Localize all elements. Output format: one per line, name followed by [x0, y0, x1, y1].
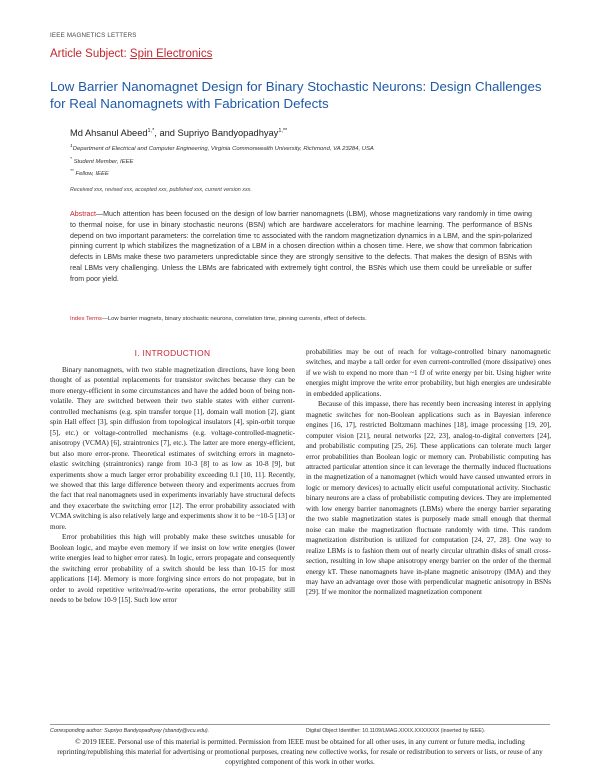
copyright-notice: © 2019 IEEE. Personal use of this material is permitted. Permission from IEEE must be obtained for all other uses, in any current or future media, including reprinting/republishing this material for advertising or promotional purposes, creating new collective works, for resale or redistribution to servers or lists, or reuse of any copyrighted component of this work in other works.: [57, 738, 543, 767]
article-subject-prefix: Article Subject:: [50, 48, 130, 60]
paper-title: Low Barrier Nanomagnet Design for Binary Stochastic Neurons: Design Challenges for Real Nanomagnets with Fabrication Defects: [50, 79, 542, 111]
author-line: [70, 128, 287, 138]
affiliation-1-text: Department of Electrical and Computer Engineering, Virginia Commonwealth University, Richmond, VA 23284, USA: [72, 145, 374, 152]
author-2-mark: 1,**: [278, 128, 288, 134]
article-subject-link[interactable]: Spin Electronics: [129, 48, 213, 60]
index-terms-label: Index Terms: [70, 316, 102, 322]
affiliation-3: [70, 169, 109, 177]
abstract-text: —Much attention has been focused on the design of low barrier nanomagnets (LBM), whose magnetizations vary randomly in time owing to thermal noise, for use in binary stochastic neurons (BSN) which are hardware accelerators for machine learning. The performance of BSNs depend on two important parameters: the correlation time τc associated with the random magnetization dynamics in a LBM, and the spin-polarized pinning current Ip which stabilizes the magnetization of a LBM in a chosen direction within a chosen time. Here, we show that common fabrication defects in LBMs make these two parameters unpredictable since they are strongly sensitive to the defects. That makes the design of BSNs with real LBMs very challenging. Unless the LBMs are fabricated with extremely tight control, the BSNs which use them could be unreliable or suffer from poor yield.: [70, 210, 532, 283]
doi: Digital Object Identifier: 10.1109/LMAG.XXXX.XXXXXXX (inserted by IEEE).: [306, 728, 486, 734]
paragraph: Error probabilities this high will probably make these switches unusable for Boolean logic, and maybe even memory if we insist on low write energies (lower write energies lead to higher error rates). In logic, errors propagate and consequently the switching error probability of a switch should be less than 10-15 for most applications [14]. Memory is more forgiving since errors do not propagate, but in order to avoid repetitive write/read/re-write operations, the error probability still needs to be below 10-9 [15]. Such low error: [50, 533, 295, 604]
author-1: Md Ahsanul Abeed: [70, 128, 148, 139]
author-2: , and Supriyo Bandyopadhyay: [154, 128, 279, 139]
footer-divider: [50, 724, 550, 725]
affiliation-3-text: Fellow, IEEE: [75, 170, 109, 177]
section-heading-introduction: I. INTRODUCTION: [134, 348, 211, 358]
affiliation-2: [70, 157, 133, 165]
abstract-label: Abstract: [70, 210, 97, 218]
paragraph: Binary nanomagnets, with two stable magnetization directions, have long been thought of as potential replacements for transistor switches because they can be more energy-efficient in some circumstances and have the added boon of being non-volatile. They are switched between their two stable states with either current-controlled mechanisms (e.g. spin transfer torque [1], domain wall motion [2], giant spin Hall effect [3], spin diffusion from topological insulators [4], spin-orbit torque [5], etc.) or voltage-controlled mechanisms (e.g. voltage-controlled-magnetic-anisotropy (VCMA) [6], straintronics [7], etc.). The latter are more energy-efficient, but also more error-prone. Theoretical estimates of switching errors in magneto-elastic switching (straintronics) range from 10-3 [8] to as low as 10-8 [9], but experiments show a much larger error probability exceeding 0.1 [10, 11]. Recently, we showed that this large difference between theory and experiments accrues from the fact that real nanomagnets used in experiments invariably have structural defects and they exacerbate the switching error [12]. The error probability associated with VCMA switching is also relatively large and experiments show it to be ~10-5 [13] or more.: [50, 366, 295, 531]
article-subject: [50, 48, 212, 60]
affiliation-3-mark: **: [70, 169, 74, 174]
journal-name: IEEE MAGNETICS LETTERS: [50, 32, 137, 39]
abstract: [70, 209, 532, 285]
affiliation-2-text: Student Member, IEEE: [73, 158, 134, 165]
author-1-mark: 1,*: [147, 128, 155, 134]
received-dates: Received xxx, revised xxx, accepted xxx, published xxx, current version xxx.: [70, 187, 252, 193]
affiliation-2-mark: *: [70, 157, 72, 162]
index-terms-text: —Low barrier magnets, binary stochastic neurons, correlation time, pinning currents, effect of defects.: [101, 316, 367, 322]
index-terms: [70, 316, 532, 322]
affiliation-1-mark: 1: [70, 144, 73, 149]
body-column-right: [306, 347, 551, 598]
paragraph: Because of this impasse, there has recently been increasing interest in applying magnetic switches for non-Boolean applications such as in Bayesian inference engines [16, 17], restricted Boltzmann machines [18], image processing [19, 20], computer vision [21], neural networks [22, 23], analog-to-digital converters [24], and probabilistic computing [25, 26]. These applications can tolerate much larger error probabilities than Boolean logic or memory can. Probabilistic computing has attracted particular attention since it can leverage the thermally induced fluctuations in the magnetization of a nanomagnet (which would have caused unwanted errors in logic or memory devices) to actually elicit useful computational activity. Stochastic binary neurons are a class of probabilistic computing devices. They are implemented with low energy barrier nanomagnets (LBMs) where the energy barrier separating the two stable magnetization states is purposely made small enough that thermal noise can make the magnetization fluctuate randomly with time. This random magnetization distribution is utilized for computation [24, 27, 28]. One way to realize LBMs is to fashion them out of nearly circular ultrathin disks of small cross-section, resulting in low shape anisotropy energy barrier on the order of the thermal energy kT. These nanomagnets have in-plane magnetic anisotropy (IMA) and they may have an advantage over those with perpendicular magnetic anisotropy in BSNs [29]. If we monitor the normalized magnetization component: [306, 400, 551, 597]
affiliation-1: [70, 144, 374, 152]
body-column-left: [50, 365, 295, 605]
paragraph: probabilities may be out of reach for voltage-controlled binary nanomagnetic switches, and maybe a tall order for even current-controlled (more dissipative) ones if we wish to expend no more than ~1 fJ of write energy per bit. Using higher write energies might improve the write error probability, but high energies are undesirable in embedded applications.: [306, 348, 551, 398]
corresponding-author: Corresponding author: Supriyo Bandyopadhyay (sbandy@vcu.edu).: [50, 728, 210, 734]
